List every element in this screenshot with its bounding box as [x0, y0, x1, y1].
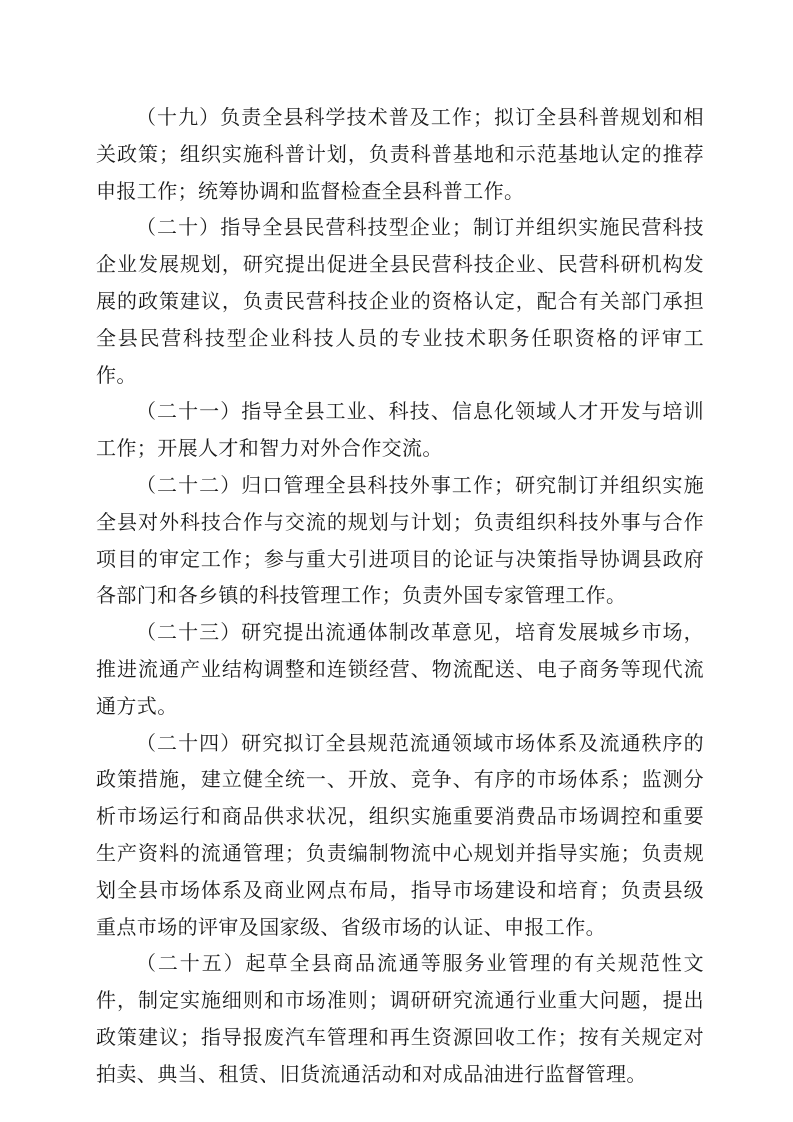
paragraph-24: （二十四）研究拟订全县规范流通领域市场体系及流通秩序的政策措施，建立健全统一、开放、竞争、有序的市场体系；监测分析市场运行和商品供求状况，组织实施重要消费品市场调控和重要生产资料的流通管理；负责编制物流中心规划并指导实施；负责规划全县市场体系及商业网点布局，指导市场建设和培育；负责县级重点市场的评审及国家级、省级市场的认证、申报工作。 — [96, 730, 704, 939]
paragraph-23: （二十三）研究提出流通体制改革意见，培育发展城乡市场，推进流通产业结构调整和连锁经营、物流配送、电子商务等现代流通方式。 — [96, 620, 704, 718]
paragraph-21: （二十一）指导全县工业、科技、信息化领域人才开发与培训工作；开展人才和智力对外合作交流。 — [96, 399, 704, 461]
paragraph-25: （二十五）起草全县商品流通等服务业管理的有关规范性文件，制定实施细则和市场准则；调研研究流通行业重大问题，提出政策建议；指导报废汽车管理和再生资源回收工作；按有关规定对拍卖、典当、租赁、旧货流通活动和对成品油进行监督管理。 — [96, 951, 704, 1086]
document-body — [96, 99, 704, 1093]
paragraph-22: （二十二）归口管理全县科技外事工作；研究制订并组织实施全县对外科技合作与交流的规划与计划；负责组织科技外事与合作项目的审定工作；参与重大引进项目的论证与决策指导协调县政府各部门和各乡镇的科技管理工作；负责外国专家管理工作。 — [96, 472, 704, 608]
paragraph-19: （十九）负责全县科学技术普及工作；拟订全县科普规划和相关政策；组织实施科普计划，负责科普基地和示范基地认定的推荐申报工作；统筹协调和监督检查全县科普工作。 — [96, 105, 704, 203]
paragraph-20: （二十）指导全县民营科技型企业；制订并组织实施民营科技企业发展规划，研究提出促进全县民营科技企业、民营科研机构发展的政策建议，负责民营科技企业的资格认定，配合有关部门承担全县民营科技型企业科技人员的专业技术职务任职资格的评审工作。 — [96, 215, 704, 387]
